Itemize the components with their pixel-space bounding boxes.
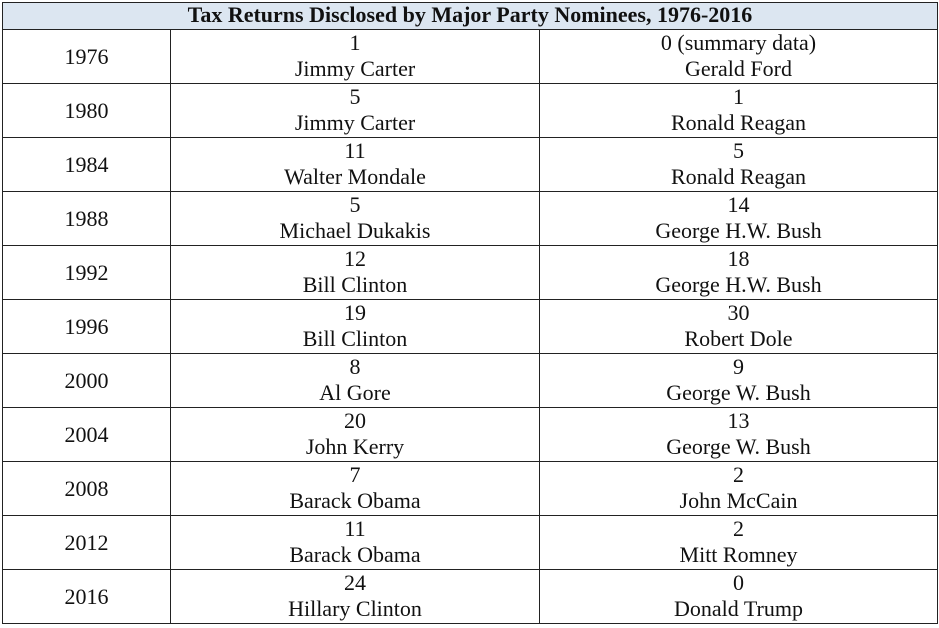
election-year: 2004 bbox=[64, 421, 109, 447]
republican-nominee-cell bbox=[540, 246, 938, 300]
nominee-name: Mitt Romney bbox=[679, 542, 798, 567]
table-row bbox=[3, 30, 938, 84]
nominee-name: Ronald Reagan bbox=[670, 110, 807, 135]
election-year: 1988 bbox=[64, 205, 109, 231]
election-year: 1980 bbox=[64, 97, 109, 123]
nominee-name: John Kerry bbox=[305, 434, 405, 459]
republican-nominee-cell bbox=[540, 516, 938, 570]
returns-count: 13 bbox=[727, 408, 750, 433]
table-row bbox=[3, 84, 938, 138]
republican-nominee-cell bbox=[540, 300, 938, 354]
nominee-name: George W. Bush bbox=[666, 380, 811, 405]
table-row bbox=[3, 354, 938, 408]
returns-count: 1 bbox=[733, 84, 744, 109]
nominee-name: George H.W. Bush bbox=[655, 218, 822, 243]
election-year: 1984 bbox=[64, 151, 109, 177]
table-row bbox=[3, 570, 938, 624]
table-row bbox=[3, 192, 938, 246]
nominee-name: Robert Dole bbox=[684, 326, 793, 351]
nominee-name: Jimmy Carter bbox=[294, 56, 416, 81]
returns-count: 0 bbox=[733, 570, 744, 595]
republican-nominee-cell bbox=[540, 84, 938, 138]
year-cell bbox=[3, 462, 171, 516]
election-year: 2008 bbox=[64, 475, 109, 501]
nominee-name: John McCain bbox=[679, 488, 798, 513]
returns-count: 20 bbox=[344, 408, 366, 433]
returns-count: 7 bbox=[349, 462, 361, 487]
democratic-nominee-cell bbox=[171, 300, 540, 354]
nominee-name: Al Gore bbox=[319, 380, 391, 405]
election-year: 2012 bbox=[64, 529, 109, 555]
year-cell bbox=[3, 246, 171, 300]
year-cell bbox=[3, 300, 171, 354]
returns-count: 2 bbox=[733, 462, 744, 487]
tax-returns-document bbox=[2, 2, 937, 624]
nominee-name: Walter Mondale bbox=[284, 164, 426, 189]
democratic-nominee-cell bbox=[171, 138, 540, 192]
returns-count: 1 bbox=[349, 30, 361, 55]
democratic-nominee-cell bbox=[171, 408, 540, 462]
returns-count: 2 bbox=[733, 516, 744, 541]
election-year: 1996 bbox=[64, 313, 109, 339]
table-row bbox=[3, 462, 938, 516]
democratic-nominee-cell bbox=[171, 354, 540, 408]
republican-nominee-cell bbox=[540, 408, 938, 462]
returns-count: 12 bbox=[344, 246, 366, 271]
nominee-name: Bill Clinton bbox=[302, 272, 408, 297]
table-title-row bbox=[3, 3, 938, 30]
year-cell bbox=[3, 192, 171, 246]
table-row bbox=[3, 138, 938, 192]
returns-count: 19 bbox=[344, 300, 366, 325]
table-title-cell bbox=[3, 3, 938, 30]
returns-count: 9 bbox=[733, 354, 744, 379]
returns-count: 14 bbox=[727, 192, 750, 217]
republican-nominee-cell bbox=[540, 192, 938, 246]
election-year: 1976 bbox=[64, 43, 109, 69]
nominee-name: Hillary Clinton bbox=[288, 596, 422, 621]
table-row bbox=[3, 300, 938, 354]
election-year: 2016 bbox=[64, 583, 109, 609]
year-cell bbox=[3, 570, 171, 624]
returns-count: 8 bbox=[349, 354, 361, 379]
returns-count: 30 bbox=[727, 300, 750, 325]
democratic-nominee-cell bbox=[171, 570, 540, 624]
democratic-nominee-cell bbox=[171, 30, 540, 84]
nominee-name: Michael Dukakis bbox=[279, 218, 431, 243]
nominee-name: Barack Obama bbox=[289, 488, 421, 513]
table-title: Tax Returns Disclosed by Major Party Nominees, 1976-2016 bbox=[187, 2, 753, 27]
table-row bbox=[3, 516, 938, 570]
nominee-name: George W. Bush bbox=[666, 434, 811, 459]
republican-nominee-cell bbox=[540, 354, 938, 408]
nominee-name: Jimmy Carter bbox=[294, 110, 416, 135]
nominee-name: Bill Clinton bbox=[302, 326, 408, 351]
democratic-nominee-cell bbox=[171, 84, 540, 138]
year-cell bbox=[3, 408, 171, 462]
nominee-name: Gerald Ford bbox=[685, 56, 792, 81]
democratic-nominee-cell bbox=[171, 192, 540, 246]
returns-count: 5 bbox=[733, 138, 744, 163]
returns-count: 0 (summary data) bbox=[660, 30, 817, 55]
returns-count: 24 bbox=[344, 570, 366, 595]
republican-nominee-cell bbox=[540, 462, 938, 516]
year-cell bbox=[3, 138, 171, 192]
returns-count: 5 bbox=[349, 84, 361, 109]
returns-count: 5 bbox=[349, 192, 361, 217]
year-cell bbox=[3, 84, 171, 138]
returns-count: 11 bbox=[344, 138, 366, 163]
returns-count: 11 bbox=[344, 516, 366, 541]
nominee-name: Ronald Reagan bbox=[670, 164, 807, 189]
returns-count: 18 bbox=[727, 246, 750, 271]
election-year: 1992 bbox=[64, 259, 109, 285]
nominee-name: Donald Trump bbox=[674, 596, 803, 621]
democratic-nominee-cell bbox=[171, 462, 540, 516]
nominee-name: Barack Obama bbox=[289, 542, 421, 567]
year-cell bbox=[3, 516, 171, 570]
year-cell bbox=[3, 30, 171, 84]
table-row bbox=[3, 246, 938, 300]
republican-nominee-cell bbox=[540, 30, 938, 84]
republican-nominee-cell bbox=[540, 138, 938, 192]
table-row bbox=[3, 408, 938, 462]
election-year: 2000 bbox=[64, 367, 109, 393]
democratic-nominee-cell bbox=[171, 246, 540, 300]
republican-nominee-cell bbox=[540, 570, 938, 624]
tax-returns-table bbox=[2, 2, 938, 624]
democratic-nominee-cell bbox=[171, 516, 540, 570]
year-cell bbox=[3, 354, 171, 408]
nominee-name: George H.W. Bush bbox=[655, 272, 822, 297]
